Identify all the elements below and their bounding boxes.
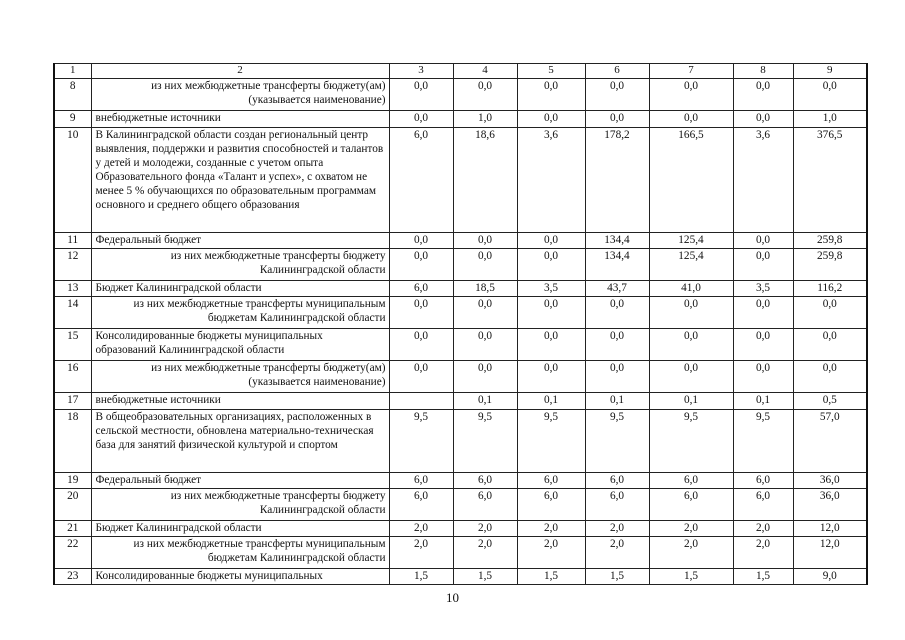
value-cell: 0,0 bbox=[585, 79, 649, 111]
value-cell: 0,0 bbox=[733, 111, 793, 128]
value-cell: 2,0 bbox=[585, 537, 649, 569]
value-cell: 9,5 bbox=[453, 410, 517, 473]
table-row bbox=[54, 297, 867, 329]
value-cell: 3,6 bbox=[733, 128, 793, 233]
value-cell: 0,0 bbox=[649, 361, 733, 393]
value-cell: 2,0 bbox=[517, 521, 585, 537]
value-cell: 2,0 bbox=[733, 521, 793, 537]
value-cell: 0,0 bbox=[389, 111, 453, 128]
row-number-cell: 13 bbox=[54, 281, 91, 297]
row-label-cell: внебюджетные источники bbox=[91, 111, 389, 128]
value-cell: 1,5 bbox=[733, 569, 793, 585]
table-row bbox=[54, 410, 867, 473]
value-cell: 0,0 bbox=[585, 111, 649, 128]
value-cell: 1,5 bbox=[517, 569, 585, 585]
row-label-cell: внебюджетные источники bbox=[91, 393, 389, 410]
value-cell: 0,1 bbox=[585, 393, 649, 410]
header-cell: 9 bbox=[793, 64, 867, 79]
value-cell: 0,1 bbox=[453, 393, 517, 410]
value-cell: 125,4 bbox=[649, 249, 733, 281]
table-row bbox=[54, 537, 867, 569]
value-cell: 1,5 bbox=[453, 569, 517, 585]
value-cell: 178,2 bbox=[585, 128, 649, 233]
value-cell: 0,0 bbox=[517, 329, 585, 361]
row-label-cell: из них межбюджетные трансферты муниципальным бюджетам Калининградской области bbox=[91, 297, 389, 329]
value-cell: 2,0 bbox=[517, 537, 585, 569]
table-row bbox=[54, 361, 867, 393]
value-cell: 9,5 bbox=[649, 410, 733, 473]
value-cell: 0,0 bbox=[453, 249, 517, 281]
value-cell: 259,8 bbox=[793, 249, 867, 281]
value-cell: 0,0 bbox=[453, 233, 517, 249]
row-number-cell: 14 bbox=[54, 297, 91, 329]
value-cell: 12,0 bbox=[793, 537, 867, 569]
row-number-cell: 17 bbox=[54, 393, 91, 410]
value-cell: 6,0 bbox=[733, 473, 793, 489]
header-row bbox=[54, 64, 867, 79]
row-label-cell: из них межбюджетные трансферты бюджету Калининградской области bbox=[91, 489, 389, 521]
value-cell: 259,8 bbox=[793, 233, 867, 249]
value-cell: 0,0 bbox=[733, 297, 793, 329]
header-cell: 6 bbox=[585, 64, 649, 79]
value-cell: 1,0 bbox=[453, 111, 517, 128]
value-cell: 0,0 bbox=[733, 329, 793, 361]
value-cell: 0,0 bbox=[585, 297, 649, 329]
value-cell: 6,0 bbox=[389, 128, 453, 233]
table-row bbox=[54, 569, 867, 585]
value-cell: 0,0 bbox=[453, 329, 517, 361]
value-cell: 6,0 bbox=[389, 489, 453, 521]
value-cell: 3,5 bbox=[517, 281, 585, 297]
value-cell: 0,0 bbox=[517, 297, 585, 329]
value-cell: 1,5 bbox=[389, 569, 453, 585]
value-cell: 2,0 bbox=[733, 537, 793, 569]
value-cell: 57,0 bbox=[793, 410, 867, 473]
value-cell: 0,0 bbox=[649, 297, 733, 329]
row-label-cell: Бюджет Калининградской области bbox=[91, 281, 389, 297]
value-cell: 0,0 bbox=[517, 249, 585, 281]
value-cell: 134,4 bbox=[585, 233, 649, 249]
value-cell: 2,0 bbox=[389, 537, 453, 569]
value-cell: 0,0 bbox=[389, 79, 453, 111]
value-cell: 1,5 bbox=[649, 569, 733, 585]
value-cell: 3,5 bbox=[733, 281, 793, 297]
row-number-cell: 9 bbox=[54, 111, 91, 128]
header-cell: 5 bbox=[517, 64, 585, 79]
value-cell: 0,0 bbox=[733, 249, 793, 281]
value-cell: 0,0 bbox=[389, 329, 453, 361]
value-cell: 134,4 bbox=[585, 249, 649, 281]
value-cell: 166,5 bbox=[649, 128, 733, 233]
row-number-cell: 19 bbox=[54, 473, 91, 489]
header-cell: 2 bbox=[91, 64, 389, 79]
table-row bbox=[54, 128, 867, 233]
value-cell: 0,0 bbox=[585, 361, 649, 393]
row-label-cell: В общеобразовательных организациях, расположенных в сельской местности, обновлена материально-техническая база для занятий физической культурой и спортом bbox=[91, 410, 389, 473]
table-row bbox=[54, 489, 867, 521]
row-label-cell: В Калининградской области создан региональный центр выявления, поддержки и развития способностей и талантов у детей и молодежи, созданные с учетом опыта Образовательного фонда «Талант и успех», с охватом не менее 5 % обучающихся по образовательным программам основного и среднего общего образования bbox=[91, 128, 389, 233]
value-cell: 0,1 bbox=[649, 393, 733, 410]
value-cell: 41,0 bbox=[649, 281, 733, 297]
table-row bbox=[54, 393, 867, 410]
row-number-cell: 15 bbox=[54, 329, 91, 361]
row-label-cell: из них межбюджетные трансферты бюджету(ам) (указывается наименование) bbox=[91, 79, 389, 111]
table-body bbox=[54, 64, 867, 585]
value-cell: 1,5 bbox=[585, 569, 649, 585]
value-cell: 0,1 bbox=[517, 393, 585, 410]
value-cell: 9,0 bbox=[793, 569, 867, 585]
value-cell: 0,0 bbox=[585, 329, 649, 361]
table-row bbox=[54, 233, 867, 249]
row-label-cell: из них межбюджетные трансферты бюджету Калининградской области bbox=[91, 249, 389, 281]
row-label-cell: Консолидированные бюджеты муниципальных bbox=[91, 569, 389, 585]
value-cell: 2,0 bbox=[649, 521, 733, 537]
row-label-cell: Бюджет Калининградской области bbox=[91, 521, 389, 537]
value-cell: 0,0 bbox=[453, 361, 517, 393]
value-cell: 0,5 bbox=[793, 393, 867, 410]
value-cell: 0,0 bbox=[733, 79, 793, 111]
header-cell: 3 bbox=[389, 64, 453, 79]
table-row bbox=[54, 79, 867, 111]
value-cell: 6,0 bbox=[733, 489, 793, 521]
table-row bbox=[54, 329, 867, 361]
value-cell: 0,0 bbox=[793, 297, 867, 329]
value-cell: 9,5 bbox=[517, 410, 585, 473]
row-label-cell: Федеральный бюджет bbox=[91, 233, 389, 249]
value-cell: 2,0 bbox=[585, 521, 649, 537]
value-cell: 0,0 bbox=[517, 233, 585, 249]
value-cell: 1,0 bbox=[793, 111, 867, 128]
budget-table bbox=[53, 63, 868, 585]
value-cell: 0,0 bbox=[649, 111, 733, 128]
value-cell: 6,0 bbox=[389, 281, 453, 297]
header-cell: 4 bbox=[453, 64, 517, 79]
value-cell: 9,5 bbox=[389, 410, 453, 473]
value-cell: 6,0 bbox=[517, 489, 585, 521]
value-cell: 0,0 bbox=[517, 111, 585, 128]
row-number-cell: 8 bbox=[54, 79, 91, 111]
value-cell: 0,0 bbox=[733, 361, 793, 393]
table-row bbox=[54, 281, 867, 297]
value-cell: 9,5 bbox=[585, 410, 649, 473]
value-cell: 2,0 bbox=[649, 537, 733, 569]
header-cell: 8 bbox=[733, 64, 793, 79]
value-cell: 116,2 bbox=[793, 281, 867, 297]
row-number-cell: 20 bbox=[54, 489, 91, 521]
value-cell: 0,0 bbox=[793, 361, 867, 393]
row-label-cell: из них межбюджетные трансферты бюджету(ам) (указывается наименование) bbox=[91, 361, 389, 393]
row-number-cell: 21 bbox=[54, 521, 91, 537]
row-label-cell: из них межбюджетные трансферты муниципальным бюджетам Калининградской области bbox=[91, 537, 389, 569]
value-cell: 0,0 bbox=[733, 233, 793, 249]
table-row bbox=[54, 473, 867, 489]
value-cell: 0,0 bbox=[793, 79, 867, 111]
value-cell: 0,0 bbox=[453, 297, 517, 329]
value-cell: 36,0 bbox=[793, 473, 867, 489]
row-number-cell: 23 bbox=[54, 569, 91, 585]
value-cell: 36,0 bbox=[793, 489, 867, 521]
value-cell: 0,0 bbox=[649, 79, 733, 111]
row-number-cell: 16 bbox=[54, 361, 91, 393]
value-cell: 0,0 bbox=[389, 249, 453, 281]
table-row bbox=[54, 249, 867, 281]
value-cell: 0,0 bbox=[649, 329, 733, 361]
value-cell: 2,0 bbox=[453, 537, 517, 569]
row-number-cell: 10 bbox=[54, 128, 91, 233]
value-cell: 6,0 bbox=[649, 489, 733, 521]
value-cell: 6,0 bbox=[453, 489, 517, 521]
value-cell: 6,0 bbox=[585, 489, 649, 521]
value-cell: 12,0 bbox=[793, 521, 867, 537]
value-cell bbox=[389, 393, 453, 410]
table-row bbox=[54, 111, 867, 128]
row-number-cell: 22 bbox=[54, 537, 91, 569]
value-cell: 6,0 bbox=[585, 473, 649, 489]
row-number-cell: 18 bbox=[54, 410, 91, 473]
value-cell: 0,1 bbox=[733, 393, 793, 410]
value-cell: 6,0 bbox=[517, 473, 585, 489]
value-cell: 0,0 bbox=[389, 297, 453, 329]
value-cell: 0,0 bbox=[453, 79, 517, 111]
value-cell: 9,5 bbox=[733, 410, 793, 473]
value-cell: 6,0 bbox=[649, 473, 733, 489]
value-cell: 2,0 bbox=[389, 521, 453, 537]
value-cell: 43,7 bbox=[585, 281, 649, 297]
table-row bbox=[54, 521, 867, 537]
value-cell: 2,0 bbox=[453, 521, 517, 537]
value-cell: 0,0 bbox=[793, 329, 867, 361]
value-cell: 18,6 bbox=[453, 128, 517, 233]
header-cell: 1 bbox=[54, 64, 91, 79]
value-cell: 0,0 bbox=[389, 361, 453, 393]
row-number-cell: 11 bbox=[54, 233, 91, 249]
value-cell: 6,0 bbox=[453, 473, 517, 489]
value-cell: 18,5 bbox=[453, 281, 517, 297]
row-label-cell: Консолидированные бюджеты муниципальных образований Калининградской области bbox=[91, 329, 389, 361]
page-number: 10 bbox=[446, 590, 459, 605]
row-label-cell: Федеральный бюджет bbox=[91, 473, 389, 489]
value-cell: 0,0 bbox=[517, 361, 585, 393]
header-cell: 7 bbox=[649, 64, 733, 79]
value-cell: 125,4 bbox=[649, 233, 733, 249]
value-cell: 376,5 bbox=[793, 128, 867, 233]
row-number-cell: 12 bbox=[54, 249, 91, 281]
value-cell: 0,0 bbox=[389, 233, 453, 249]
value-cell: 3,6 bbox=[517, 128, 585, 233]
value-cell: 0,0 bbox=[517, 79, 585, 111]
value-cell: 6,0 bbox=[389, 473, 453, 489]
